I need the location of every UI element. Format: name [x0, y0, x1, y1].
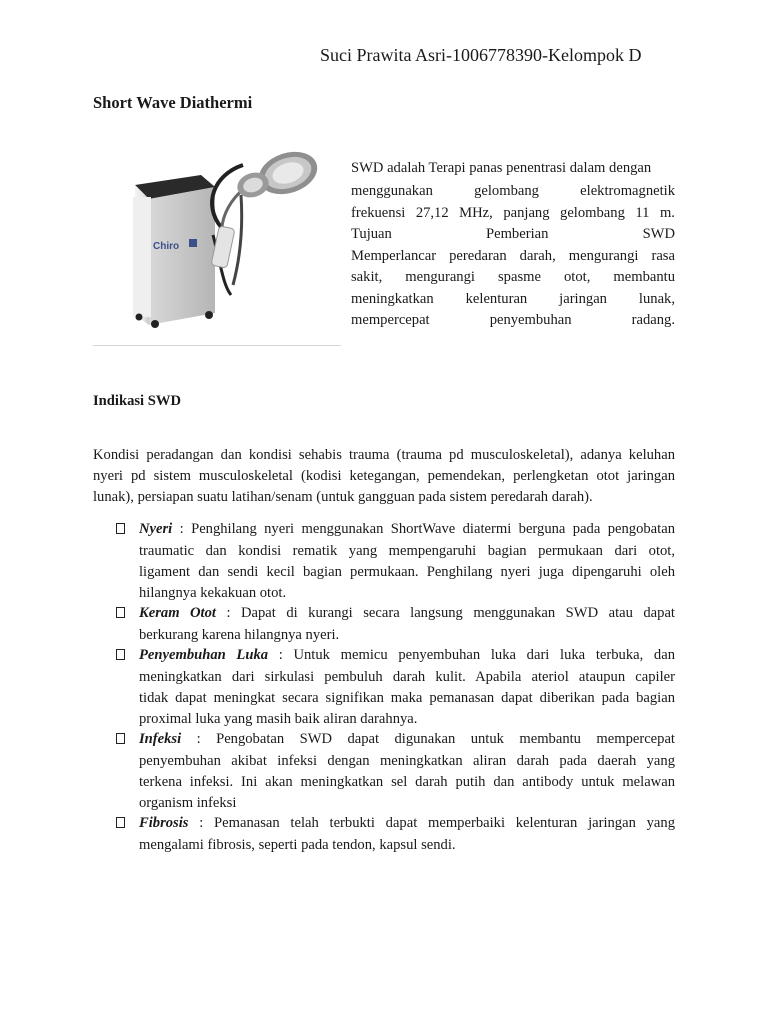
bullet-term: Fibrosis	[139, 815, 189, 831]
bullet-line: organism infeksi	[139, 795, 237, 811]
paragraph-line: nyeri pd sistem musculoskeletal (kodisi ketegangan, pemendekan, perlengketan otot jaringan	[93, 468, 675, 484]
intro-line: frekuensi 27,12 MHz, panjang gelombang 11 m.	[351, 205, 675, 221]
bullet-line: Keram Otot : Dapat di kurangi secara langsung menggunakan SWD atau dapat	[139, 605, 675, 621]
device-brand-label: Chiro	[153, 241, 180, 252]
bullet-box-icon	[116, 649, 125, 660]
bullet-line: Nyeri : Penghilang nyeri menggunakan ShortWave diatermi berguna pada pengobatan	[139, 521, 675, 537]
bullet-line: hilangnya kekakuan otot.	[139, 585, 287, 601]
bullet-line: mengalami fibrosis, seperti pada tendon, kapsul sendi.	[139, 837, 456, 853]
bullet-line: traumatic dan kondisi rematik yang mempengaruhi bagian permukaan dari otot,	[139, 543, 675, 559]
intro-line: Tujuan Pemberian SWD	[351, 226, 675, 242]
bullet-box-icon	[116, 817, 125, 828]
bullet-line: Infeksi : Pengobatan SWD dapat digunakan untuk membantu mempercepat	[139, 731, 675, 747]
bullet-term: Penyembuhan Luka	[139, 647, 269, 663]
bullet-line: proximal luka yang masih baik aliran darahnya.	[139, 711, 418, 727]
bullet-term: Infeksi	[139, 731, 182, 747]
bullet-line: berkurang karena hilangnya nyeri.	[139, 627, 340, 643]
bullet-box-icon	[116, 523, 125, 534]
photo-divider	[93, 345, 341, 346]
intro-line: Memperlancar peredaran darah, mengurangi rasa	[351, 248, 675, 264]
bullet-line: Fibrosis : Pemanasan telah terbukti dapat memperbaiki kelenturan jaringan yang	[139, 815, 675, 831]
bullet-line: ligament dan sendi kecil bagian permukaan. Penghilang nyeri juga dipengaruhi oleh	[139, 564, 675, 580]
bullet-box-icon	[116, 733, 125, 744]
bullet-term: Keram Otot	[139, 605, 216, 621]
bullet-line: meningkatkan dari sirkulasi pembuluh darah kulit. Apabila ateriol ataupun capiler	[139, 669, 675, 685]
paragraph-line: lunak), persiapan suatu latihan/senam (untuk gangguan pada sistem peredarah darah).	[93, 489, 593, 505]
page-title: Short Wave Diathermi	[93, 93, 253, 112]
bullet-line: terkena infeksi. Ini akan meningkatkan sel darah putih dan antibody untuk melawan	[139, 774, 675, 790]
intro-line: menggunakan gelombang elektromagnetik	[351, 183, 675, 199]
bullet-line: Penyembuhan Luka : Untuk memicu penyembuhan luka dari luka terbuka, dan	[139, 647, 675, 663]
page-header: Suci Prawita Asri-1006778390-Kelompok D	[320, 45, 642, 65]
bullet-line: tidak dapat meningkat secara signifikan maka pemanasan dapat diberikan pada bagian	[139, 690, 675, 706]
intro-line: meningkatkan kelenturan jaringan lunak,	[351, 291, 675, 307]
bullet-line: penyembuhan akibat infeksi dengan meningkatkan aliran darah pada daerah yang	[139, 753, 675, 769]
device-photo	[93, 135, 341, 345]
paragraph-line: Kondisi peradangan dan kondisi sehabis trauma (trauma pd musculoskeletal), adanya keluhan	[93, 447, 675, 463]
bullet-box-icon	[116, 607, 125, 618]
intro-line: sakit, mengurangi spasme otot, membantu	[351, 269, 675, 285]
section-heading: Indikasi SWD	[93, 393, 182, 409]
intro-line: mempercepat penyembuhan radang.	[351, 312, 675, 328]
intro-line: SWD adalah Terapi panas penentrasi dalam dengan	[351, 160, 652, 176]
bullet-term: Nyeri	[139, 521, 173, 537]
